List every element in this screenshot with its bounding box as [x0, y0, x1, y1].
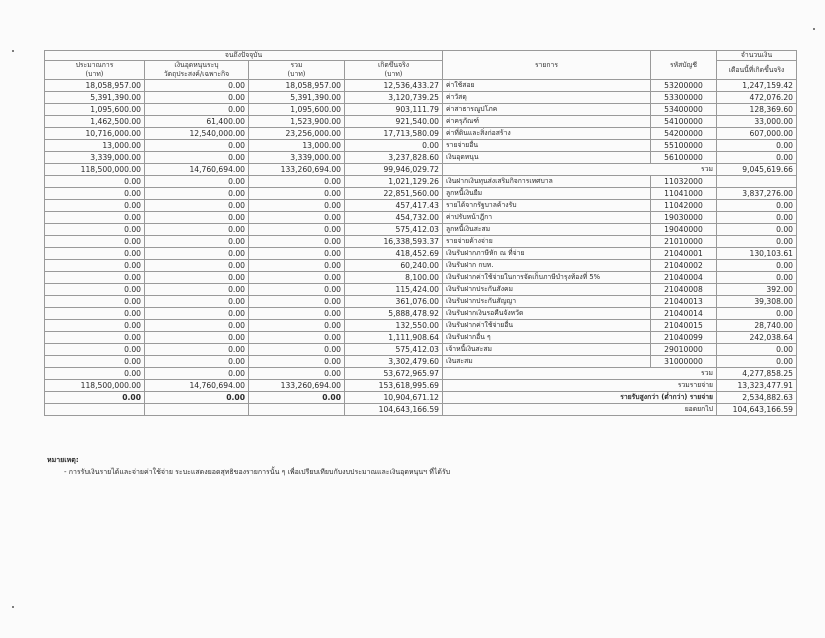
balance-row	[45, 272, 797, 284]
special-grant-cell: 0.00	[145, 140, 249, 152]
special-grant-subheader: วัตถุประสงค์/เฉพาะกิจ	[145, 70, 249, 80]
special-grant-cell: 0.00	[145, 392, 249, 404]
account-code-cell: 11042000	[651, 200, 717, 212]
actual-cell: 3,302,479.60	[345, 356, 443, 368]
scan-speck	[813, 28, 815, 30]
month-amount-cell: 0.00	[717, 212, 797, 224]
total-cell: 0.00	[249, 212, 345, 224]
actual-cell: 575,412.03	[345, 224, 443, 236]
balance-row	[45, 176, 797, 188]
special-grant-cell: 0.00	[145, 248, 249, 260]
actual-cell: 8,100.00	[345, 272, 443, 284]
month-amount-cell: 0.00	[717, 152, 797, 164]
month-amount-cell: 13,323,477.91	[717, 380, 797, 392]
total-cell: 0.00	[249, 176, 345, 188]
expense-row	[45, 92, 797, 104]
month-amount-cell	[717, 176, 797, 188]
budget-cell: 0.00	[45, 212, 145, 224]
item-name-cell: เงินรับฝากค่าใช้จ่ายอื่น	[443, 320, 651, 332]
budget-cell: 1,462,500.00	[45, 116, 145, 128]
month-amount-cell: 0.00	[717, 224, 797, 236]
total-cell: 0.00	[249, 332, 345, 344]
month-amount-cell: 472,076.20	[717, 92, 797, 104]
account-code-cell: 55100000	[651, 140, 717, 152]
account-code-cell: 21040004	[651, 272, 717, 284]
special-grant-cell: 12,540,000.00	[145, 128, 249, 140]
total-cell: 133,260,694.00	[249, 380, 345, 392]
total-cell: 5,391,390.00	[249, 92, 345, 104]
notes-text: - การรับเงินรายได้และจ่ายค่าใช้จ่าย ระบะแสดงยอดสุทธิของรายการนั้น ๆ เพื่อเปรียบเทียบกับงบประมาณและเงินอุดหนุนฯ ที่ได้รับ	[64, 468, 451, 476]
budget-cell: 0.00	[45, 320, 145, 332]
special-grant-cell: 0.00	[145, 104, 249, 116]
account-code-cell: 21040014	[651, 308, 717, 320]
month-amount-cell: 607,000.00	[717, 128, 797, 140]
balance-row	[45, 308, 797, 320]
total-cell: 18,058,957.00	[249, 80, 345, 92]
month-amount-cell: 0.00	[717, 308, 797, 320]
budget-cell: 3,339,000.00	[45, 152, 145, 164]
total-cell: 0.00	[249, 320, 345, 332]
balance-row	[45, 236, 797, 248]
budget-unit: (บาท)	[45, 70, 145, 80]
item-name-cell: รายจ่ายอื่น	[443, 140, 651, 152]
total-cell: 1,095,600.00	[249, 104, 345, 116]
account-code-cell: 21010000	[651, 236, 717, 248]
month-amount-cell: 1,247,159.42	[717, 80, 797, 92]
actual-cell: 104,643,166.59	[345, 404, 443, 416]
special-grant-cell: 0.00	[145, 284, 249, 296]
budget-cell: 10,716,000.00	[45, 128, 145, 140]
total-cell: 0.00	[249, 284, 345, 296]
account-code-cell: 19040000	[651, 224, 717, 236]
total-cell: 0.00	[249, 188, 345, 200]
special-grant-cell: 0.00	[145, 344, 249, 356]
budget-cell: 0.00	[45, 296, 145, 308]
item-name-cell: เงินสะสม	[443, 356, 651, 368]
budget-cell: 0.00	[45, 284, 145, 296]
month-amount-cell: 130,103.61	[717, 248, 797, 260]
item-name-cell: เงินรับฝากค่าใช้จ่ายในการจัดเก็บภาษีบำรุงท้องที่ 5%	[443, 272, 651, 284]
carried-forward-row	[45, 404, 797, 416]
special-grant-cell: 0.00	[145, 308, 249, 320]
budget-column-header: ประมาณการ	[45, 61, 145, 71]
expense-row	[45, 116, 797, 128]
total-cell: 0.00	[249, 248, 345, 260]
month-amount-cell: 39,308.00	[717, 296, 797, 308]
month-amount-cell: 9,045,619.66	[717, 164, 797, 176]
total-cell: 0.00	[249, 344, 345, 356]
actual-cell: 16,338,593.37	[345, 236, 443, 248]
item-name-cell: ค่าใช้สอย	[443, 80, 651, 92]
account-code-cell: 11041000	[651, 188, 717, 200]
month-amount-cell: 0.00	[717, 260, 797, 272]
item-name-cell: ค่าวัสดุ	[443, 92, 651, 104]
balance-row	[45, 260, 797, 272]
actual-cell: 418,452.69	[345, 248, 443, 260]
item-name-cell: ค่าสาธารณูปโภค	[443, 104, 651, 116]
actual-cell: 454,732.00	[345, 212, 443, 224]
item-column-header: รายการ	[443, 51, 651, 80]
special-grant-cell: 0.00	[145, 260, 249, 272]
budget-cell: 0.00	[45, 344, 145, 356]
special-grant-cell: 0.00	[145, 368, 249, 380]
budget-cell: 0.00	[45, 236, 145, 248]
month-amount-cell: 128,369.60	[717, 104, 797, 116]
balance-row	[45, 200, 797, 212]
account-code-cell: 29010000	[651, 344, 717, 356]
actual-column-header: เกิดขึ้นจริง	[345, 61, 443, 71]
actual-cell: 0.00	[345, 140, 443, 152]
budget-cell: 0.00	[45, 176, 145, 188]
budget-cell: 0.00	[45, 260, 145, 272]
notes-heading: หมายเหตุ:	[47, 456, 79, 464]
item-name-cell: ค่าปรับหน้าฎีกา	[443, 212, 651, 224]
budget-cell: 0.00	[45, 200, 145, 212]
special-grant-cell: 0.00	[145, 356, 249, 368]
budget-cell: 13,000.00	[45, 140, 145, 152]
special-grant-column-header: เงินอุดหนุนระบุ	[145, 61, 249, 71]
financial-report-table	[44, 50, 796, 416]
item-name-cell: เงินรับฝากประกันสังคม	[443, 284, 651, 296]
expense-row	[45, 152, 797, 164]
month-amount-cell: 0.00	[717, 236, 797, 248]
budget-cell: 0.00	[45, 356, 145, 368]
special-grant-cell: 14,760,694.00	[145, 164, 249, 176]
special-grant-cell: 0.00	[145, 236, 249, 248]
balance-row	[45, 284, 797, 296]
total-cell: 1,523,900.00	[249, 116, 345, 128]
expense-row	[45, 128, 797, 140]
account-code-cell: 53200000	[651, 80, 717, 92]
account-code-cell: 53400000	[651, 104, 717, 116]
summary-label-cell: รวมรายจ่าย	[443, 380, 717, 392]
summary-label-cell: รวม	[443, 164, 717, 176]
summary-label-cell: ยอดยกไป	[443, 404, 717, 416]
actual-cell: 153,618,995.69	[345, 380, 443, 392]
actual-cell: 903,111.79	[345, 104, 443, 116]
total-cell: 0.00	[249, 356, 345, 368]
item-name-cell: ลูกหนี้เงินยืม	[443, 188, 651, 200]
account-code-cell: 53300000	[651, 92, 717, 104]
balance-row	[45, 344, 797, 356]
scan-speck	[12, 606, 14, 608]
month-amount-cell: 2,534,882.63	[717, 392, 797, 404]
account-code-cell: 19030000	[651, 212, 717, 224]
total-cell: 0.00	[249, 224, 345, 236]
account-code-cell: 21040015	[651, 320, 717, 332]
actual-cell: 53,672,965.97	[345, 368, 443, 380]
actual-cell: 575,412.03	[345, 344, 443, 356]
item-name-cell: เงินรับฝาก กบท.	[443, 260, 651, 272]
special-grant-cell: 0.00	[145, 152, 249, 164]
special-grant-cell: 0.00	[145, 332, 249, 344]
summary-label-cell: รายรับสูงกว่า (ต่ำกว่า) รายจ่าย	[443, 392, 717, 404]
actual-cell: 99,946,029.72	[345, 164, 443, 176]
month-amount-cell: 0.00	[717, 200, 797, 212]
actual-cell: 361,076.00	[345, 296, 443, 308]
total-column-header: รวม	[249, 61, 345, 71]
summary-label-cell: รวม	[443, 368, 717, 380]
item-name-cell: รายได้จากรัฐบาลค้างรับ	[443, 200, 651, 212]
budget-cell: 0.00	[45, 308, 145, 320]
item-name-cell: เงินรับฝากอื่น ๆ	[443, 332, 651, 344]
actual-cell: 12,536,433.27	[345, 80, 443, 92]
month-amount-cell: 3,837,276.00	[717, 188, 797, 200]
item-name-cell: ค่าที่ดินและสิ่งก่อสร้าง	[443, 128, 651, 140]
total-cell: 133,260,694.00	[249, 164, 345, 176]
account-code-cell: 54200000	[651, 128, 717, 140]
budget-cell: 0.00	[45, 248, 145, 260]
special-grant-cell: 0.00	[145, 272, 249, 284]
item-name-cell: เงินรับฝากประกันสัญญา	[443, 296, 651, 308]
total-cell: 3,339,000.00	[249, 152, 345, 164]
budget-cell: 5,391,390.00	[45, 92, 145, 104]
month-amount-cell: 392.00	[717, 284, 797, 296]
total-cell: 0.00	[249, 296, 345, 308]
total-expense-row	[45, 380, 797, 392]
account-code-cell: 54100000	[651, 116, 717, 128]
item-name-cell: ค่าครุภัณฑ์	[443, 116, 651, 128]
total-cell: 0.00	[249, 308, 345, 320]
month-amount-cell: 4,277,858.25	[717, 368, 797, 380]
budget-cell: 118,500,000.00	[45, 164, 145, 176]
budget-cell: 0.00	[45, 392, 145, 404]
actual-cell: 1,111,908.64	[345, 332, 443, 344]
budget-cell: 1,095,600.00	[45, 104, 145, 116]
amount-column-header: จำนวนเงิน	[717, 51, 797, 61]
subtotal-row	[45, 368, 797, 380]
actual-cell: 115,424.00	[345, 284, 443, 296]
special-grant-cell	[145, 404, 249, 416]
month-amount-cell: 0.00	[717, 356, 797, 368]
special-grant-cell: 0.00	[145, 320, 249, 332]
item-name-cell: เงินรับฝากภาษีหัก ณ ที่จ่าย	[443, 248, 651, 260]
item-name-cell: เงินรับฝากเงินรอคืนจังหวัด	[443, 308, 651, 320]
balance-row	[45, 188, 797, 200]
item-name-cell: เงินอุดหนุน	[443, 152, 651, 164]
total-cell: 0.00	[249, 272, 345, 284]
actual-cell: 921,540.00	[345, 116, 443, 128]
account-code-cell: 21040002	[651, 260, 717, 272]
item-name-cell: เจ้าหนี้เงินสะสม	[443, 344, 651, 356]
item-name-cell: รายจ่ายค้างจ่าย	[443, 236, 651, 248]
balance-row	[45, 296, 797, 308]
actual-cell: 17,713,580.09	[345, 128, 443, 140]
special-grant-cell: 61,400.00	[145, 116, 249, 128]
expense-row	[45, 104, 797, 116]
actual-unit: (บาท)	[345, 70, 443, 80]
balance-row	[45, 332, 797, 344]
budget-cell: 0.00	[45, 224, 145, 236]
month-amount-cell: 28,740.00	[717, 320, 797, 332]
special-grant-cell: 0.00	[145, 212, 249, 224]
expense-row	[45, 80, 797, 92]
total-cell: 0.00	[249, 200, 345, 212]
balance-row	[45, 356, 797, 368]
surplus-row	[45, 392, 797, 404]
account-code-cell: 21040099	[651, 332, 717, 344]
actual-cell: 60,240.00	[345, 260, 443, 272]
total-cell: 13,000.00	[249, 140, 345, 152]
balance-row	[45, 212, 797, 224]
code-column-header: รหัสบัญชี	[651, 51, 717, 80]
subtotal-row	[45, 164, 797, 176]
special-grant-cell: 0.00	[145, 200, 249, 212]
budget-cell: 18,058,957.00	[45, 80, 145, 92]
month-amount-cell: 33,000.00	[717, 116, 797, 128]
current-period-header: จนถึงปัจจุบัน	[45, 51, 443, 61]
actual-cell: 3,120,739.25	[345, 92, 443, 104]
actual-cell: 1,021,129.26	[345, 176, 443, 188]
budget-cell: 0.00	[45, 272, 145, 284]
special-grant-cell: 0.00	[145, 224, 249, 236]
account-code-cell: 21040013	[651, 296, 717, 308]
budget-cell: 0.00	[45, 368, 145, 380]
special-grant-cell: 0.00	[145, 188, 249, 200]
account-code-cell: 56100000	[651, 152, 717, 164]
account-code-cell: 11032000	[651, 176, 717, 188]
month-amount-cell: 0.00	[717, 344, 797, 356]
total-cell: 0.00	[249, 236, 345, 248]
total-cell: 0.00	[249, 368, 345, 380]
actual-cell: 132,550.00	[345, 320, 443, 332]
month-amount-cell: 104,643,166.59	[717, 404, 797, 416]
item-name-cell: เงินฝากเงินทุนส่งเสริมกิจการเทศบาล	[443, 176, 651, 188]
month-amount-cell: 0.00	[717, 272, 797, 284]
actual-cell: 5,888,478.92	[345, 308, 443, 320]
account-code-cell: 21040001	[651, 248, 717, 260]
special-grant-cell: 14,760,694.00	[145, 380, 249, 392]
balance-row	[45, 248, 797, 260]
actual-cell: 22,851,560.00	[345, 188, 443, 200]
budget-cell	[45, 404, 145, 416]
actual-cell: 10,904,671.12	[345, 392, 443, 404]
scan-speck	[12, 50, 14, 52]
special-grant-cell: 0.00	[145, 296, 249, 308]
account-code-cell: 21040008	[651, 284, 717, 296]
actual-cell: 3,237,828.60	[345, 152, 443, 164]
special-grant-cell: 0.00	[145, 176, 249, 188]
special-grant-cell: 0.00	[145, 80, 249, 92]
budget-cell: 0.00	[45, 332, 145, 344]
month-amount-cell: 0.00	[717, 140, 797, 152]
total-cell: 23,256,000.00	[249, 128, 345, 140]
account-code-cell: 31000000	[651, 356, 717, 368]
balance-row	[45, 224, 797, 236]
total-cell	[249, 404, 345, 416]
total-cell: 0.00	[249, 260, 345, 272]
balance-row	[45, 320, 797, 332]
expense-row	[45, 140, 797, 152]
budget-cell: 0.00	[45, 188, 145, 200]
month-actual-header: เดือนนี้ที่เกิดขึ้นจริง	[717, 61, 797, 80]
actual-cell: 457,417.43	[345, 200, 443, 212]
budget-cell: 118,500,000.00	[45, 380, 145, 392]
item-name-cell: ลูกหนี้เงินสะสม	[443, 224, 651, 236]
total-cell: 0.00	[249, 392, 345, 404]
month-amount-cell: 242,038.64	[717, 332, 797, 344]
total-unit: (บาท)	[249, 70, 345, 80]
special-grant-cell: 0.00	[145, 92, 249, 104]
